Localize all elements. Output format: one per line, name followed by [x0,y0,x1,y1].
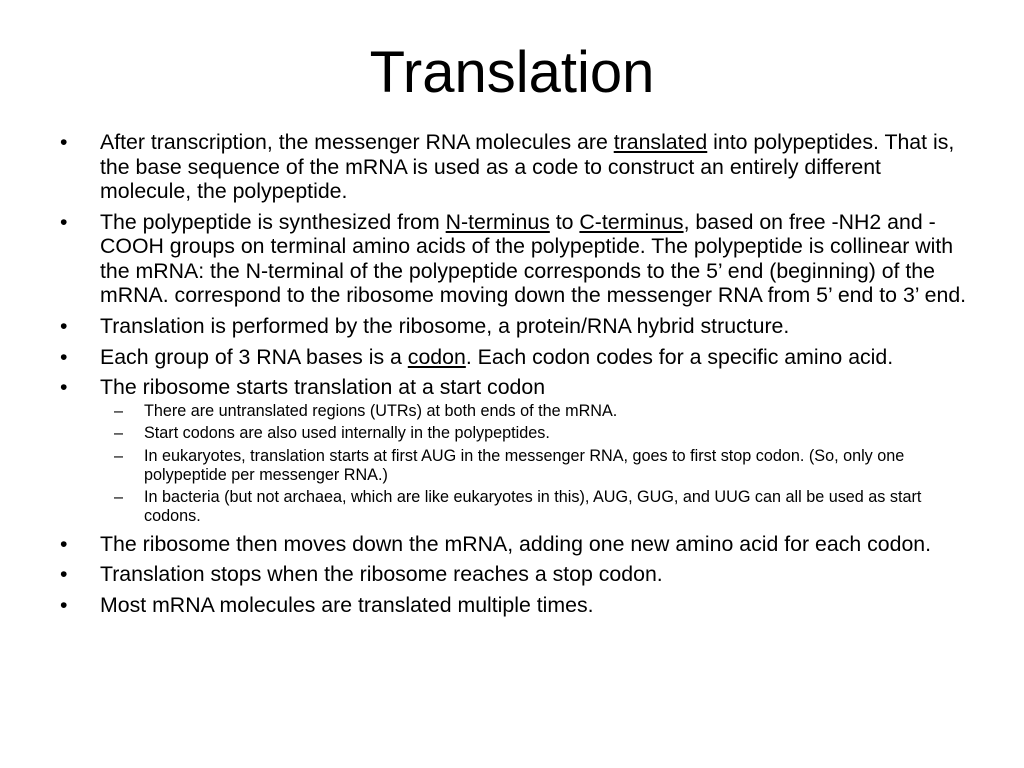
bullet-icon: • [60,209,68,234]
bullet-icon: • [60,592,68,617]
sub-bullet-item [100,447,972,484]
sub-bullet-text: There are untranslated regions (UTRs) at both ends of the mRNA. [144,401,618,420]
dash-icon: – [114,447,124,466]
bullet-icon: • [60,562,68,587]
slide-body [60,130,972,624]
dash-icon: – [114,401,124,420]
bullet-text: Translation is performed by the ribosome, a protein/RNA hybrid structure. [100,313,790,338]
dash-icon: – [114,488,124,507]
dash-icon: – [114,424,124,443]
bullet-item-codon [60,345,972,370]
sub-bullet-text: In bacteria (but not archaea, which are like eukaryotes in this), AUG, GUG, and UUG can all be used as start codons. [144,488,922,525]
sub-bullet-list [100,402,972,526]
bullet-text: The ribosome then moves down the mRNA, adding one new amino acid for each codon. [100,531,932,556]
bullet-item-ribosome [60,314,972,339]
bullet-list [60,130,972,617]
term-n-terminus: N-terminus [445,209,550,234]
bullet-item-terminus [60,210,972,308]
bullet-item-moves [60,532,972,557]
bullet-text: Translation stops when the ribosome reaches a stop codon. [100,562,663,587]
bullet-icon: • [60,313,68,338]
bullet-item-multiple [60,593,972,618]
bullet-text: to [549,209,580,234]
sub-bullet-item [100,488,972,525]
bullet-text: , based on free -NH2 and -COOH groups on terminal amino acids of the polypeptide. The polypeptide is collinear with the mRNA: the N-terminal of the polypeptide corresponds to the 5’ end (beginning) of the mRNA. correspond to the ribosome moving down the messenger RNA from 5’ end to 3’ end. [100,209,967,308]
bullet-item-start-codon [60,375,972,525]
bullet-icon: • [60,344,68,369]
slide-title: Translation [369,40,655,105]
bullet-text: The polypeptide is synthesized from [100,209,446,234]
bullet-item-stops [60,562,972,587]
bullet-item-transcription [60,130,972,204]
sub-bullet-text: In eukaryotes, translation starts at first AUG in the messenger RNA, goes to first stop codon. (So, only one polypeptide per messenger RNA.) [144,447,905,484]
sub-bullet-item [100,402,972,421]
sub-bullet-text: Start codons are also used internally in the polypeptides. [144,424,550,443]
term-codon: codon [407,344,466,369]
bullet-icon: • [60,130,68,154]
bullet-icon: • [60,531,68,556]
bullet-text: After transcription, the messenger RNA molecules are [100,130,614,154]
bullet-text: Each group of 3 RNA bases is a [100,344,408,369]
bullet-text: into polypeptides. That is, the base sequence of the mRNA is used as a code to construct an entirely different molecule, the polypeptide. [100,130,955,203]
bullet-text: The ribosome starts translation at a start codon [100,375,546,400]
bullet-icon: • [60,375,68,400]
term-translated: translated [613,130,708,154]
bullet-text: Most mRNA molecules are translated multiple times. [100,592,594,617]
sub-bullet-item [100,424,972,443]
bullet-text: . Each codon codes for a specific amino acid. [465,344,894,369]
term-c-terminus: C-terminus [579,209,684,234]
